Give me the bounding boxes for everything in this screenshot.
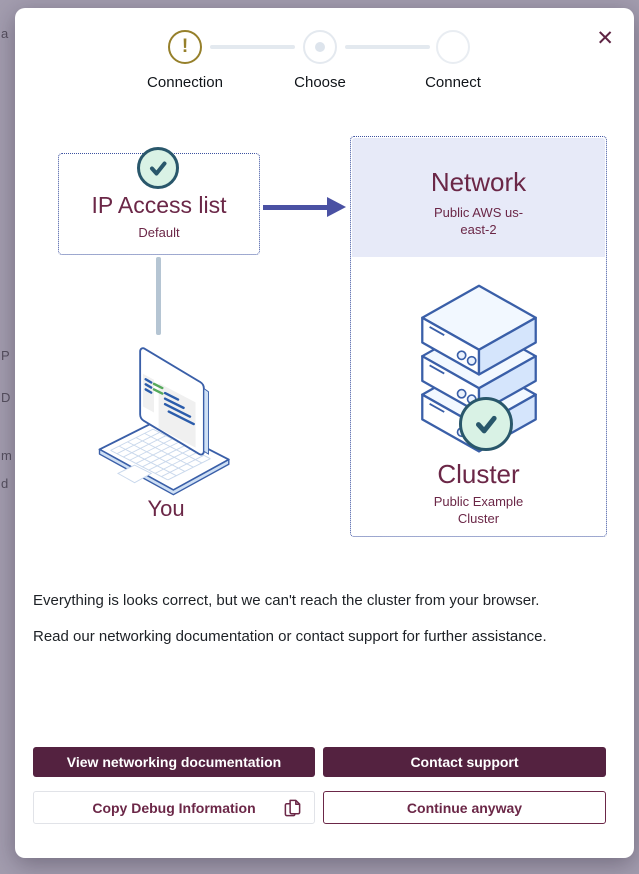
vertical-connector — [156, 257, 161, 335]
step-label-connection: Connection — [147, 74, 223, 91]
contact-support-button[interactable]: Contact support — [323, 747, 606, 777]
network-box — [350, 136, 607, 537]
step-label-connect: Connect — [425, 74, 481, 91]
laptop-illustration — [92, 346, 240, 503]
exclamation-icon: ! — [181, 36, 189, 57]
close-icon[interactable]: ✕ — [596, 27, 614, 50]
ip-access-list-title: IP Access list — [91, 192, 227, 218]
step-connect-circle — [436, 30, 470, 64]
network-title: Network — [430, 167, 527, 197]
view-networking-documentation-button[interactable]: View networking documentation — [33, 747, 315, 777]
message-line-2: Read our networking documentation or contact support for further assistance. — [33, 628, 547, 645]
backdrop-text-fragment: D — [1, 390, 11, 405]
step-label-choose: Choose — [294, 74, 346, 91]
check-icon — [471, 409, 501, 439]
step-connection-warning-icon — [168, 30, 202, 64]
step-connector — [345, 45, 430, 49]
current-step-dot-icon — [315, 42, 325, 52]
backdrop-text-fragment: a — [1, 26, 9, 41]
arrow-right-line — [263, 205, 329, 210]
you-label: You — [147, 496, 185, 521]
arrow-right-head-icon — [327, 197, 346, 217]
copy-icon — [283, 798, 302, 818]
connection-troubleshoot-modal — [15, 8, 634, 858]
step-choose-circle — [303, 30, 337, 64]
backdrop-text-fragment: m — [1, 448, 12, 463]
message-line-1: Everything is looks correct, but we can't reach the cluster from your browser. — [33, 592, 540, 609]
step-connector — [210, 45, 295, 49]
ip-access-list-subtitle: Default — [138, 225, 180, 240]
copy-debug-label: Copy Debug Information — [92, 799, 256, 816]
check-icon — [146, 156, 170, 180]
cluster-subtitle: Public Example Cluster — [433, 494, 524, 526]
continue-anyway-button[interactable]: Continue anyway — [323, 791, 606, 824]
network-subtitle: Public AWS us-east-2 — [433, 205, 524, 237]
ip-access-check-badge — [137, 147, 179, 189]
backdrop-text-fragment: P — [1, 348, 10, 363]
cluster-check-badge — [459, 397, 513, 451]
copy-debug-information-button[interactable] — [33, 791, 315, 824]
cluster-title: Cluster — [437, 459, 520, 489]
backdrop-text-fragment: d — [1, 476, 9, 491]
